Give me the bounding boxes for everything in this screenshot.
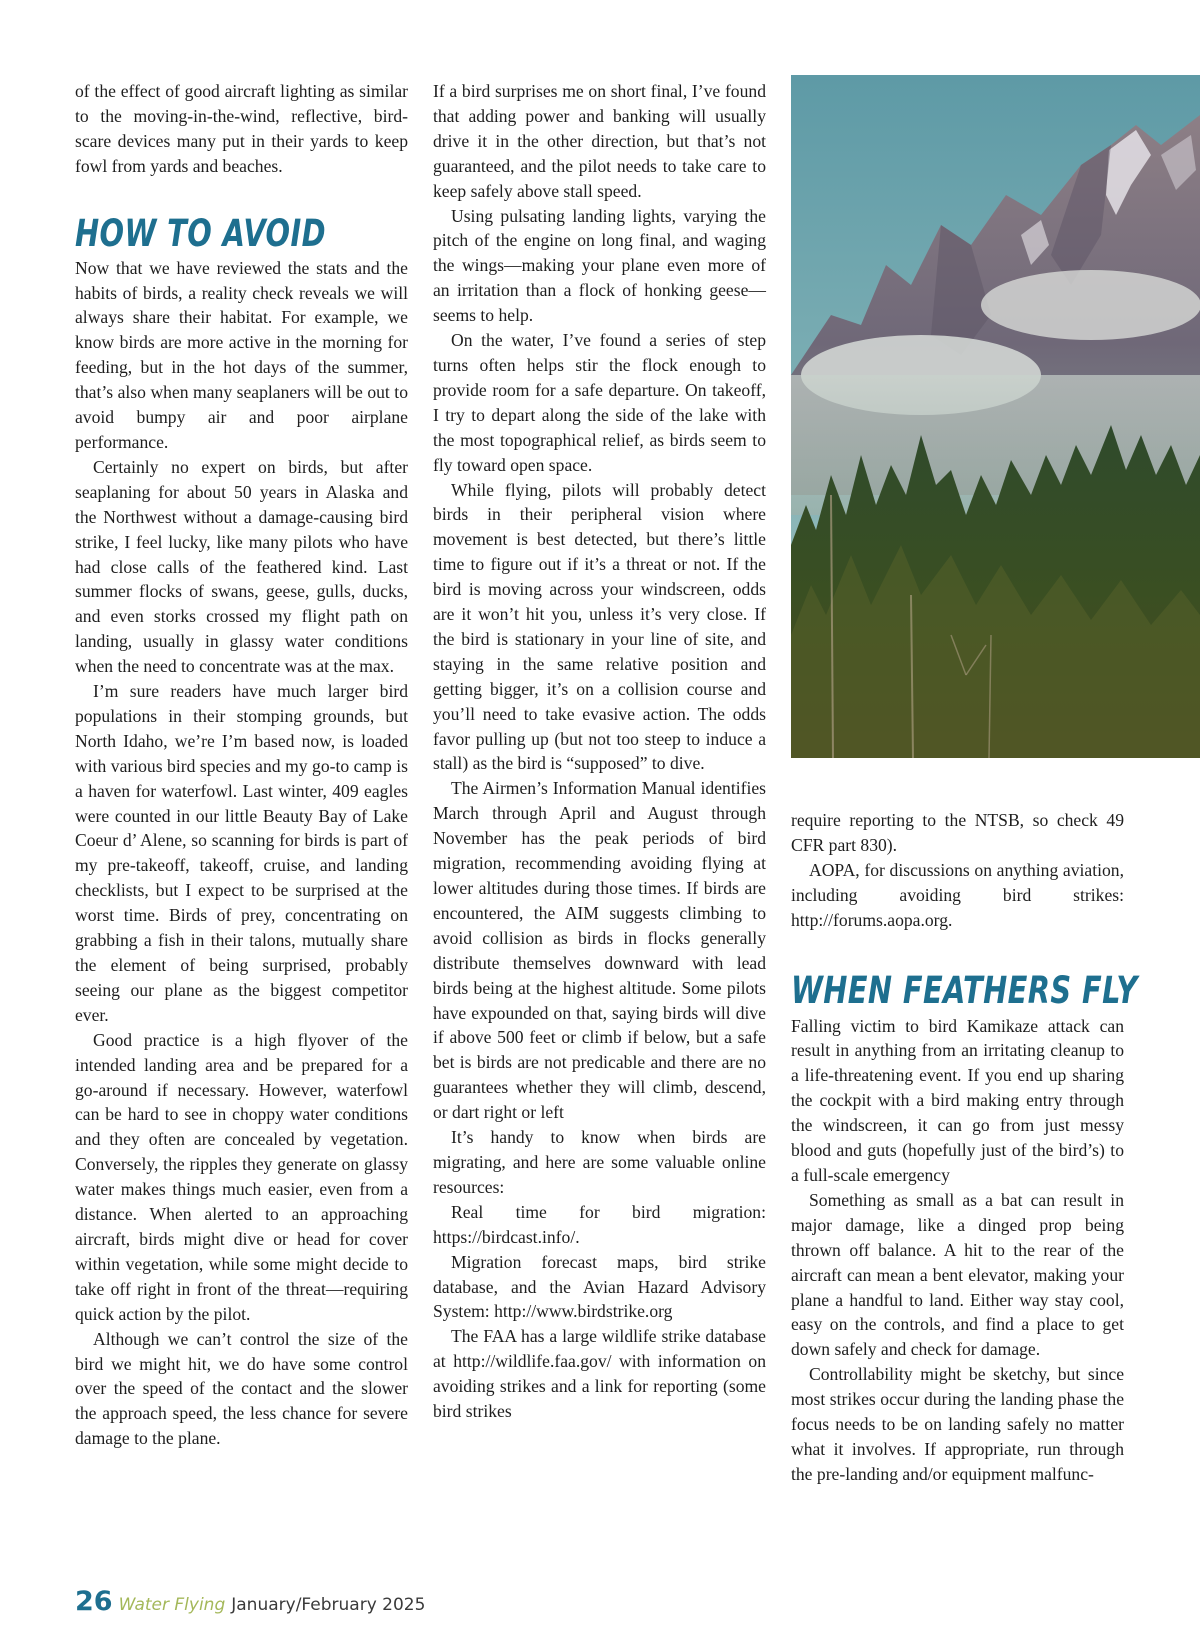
issue-date: January/February 2025 xyxy=(231,1595,426,1615)
paragraph: Using pulsating landing lights, varying the pitch of the engine on long final, and waging the wings—making your plane even more of an irritation than a flock of honking geese—seems to help. xyxy=(433,205,766,326)
page-number: 26 xyxy=(75,1586,113,1617)
paragraph: If a bird surprises me on short final, I’ve found that adding power and banking will usually drive it in the other direction, but that’s not guaranteed, and the pilot needs to take care to keep safely above stall speed. xyxy=(433,81,766,201)
paragraph: Real time for bird migration: https://birdcast.info/. xyxy=(433,1201,766,1247)
paragraph: require reporting to the NTSB, so check 49 CFR part 830). xyxy=(791,810,1124,855)
paragraph: Although we can’t control the size of the bird we might hit, we do have some control over the speed of the contact and the slower the approach speed, the less chance for severe damage to the plane. xyxy=(75,1328,408,1449)
mountain-forest-illustration xyxy=(791,75,1200,758)
mountain-forest-photo xyxy=(791,75,1200,758)
page-footer xyxy=(75,1586,425,1622)
paragraph: While flying, pilots will probably detect birds in their peripheral vision where movement is best detected, but there’s little time to figure out if it’s a threat or not. If the bird is moving across your windscreen, odds are it won’t hit you, unless it’s very close. If the bird is stationary in your line of site, and staying in the same relative position and getting bigger, it’s on a collision course and you’ll need to take evasive action. The odds favor pulling up (but not too steep to induce a stall) as the bird is “supposed” to dive. xyxy=(433,479,766,774)
paragraph: AOPA, for discussions on anything aviation, including avoiding bird strikes: http://forums.aopa.org. xyxy=(791,859,1124,930)
paragraph: The FAA has a large wildlife strike database at http://wildlife.faa.gov/ with information on avoiding strikes and a link for reporting (some bird strikes xyxy=(433,1326,766,1422)
paragraph: It’s handy to know when birds are migrating, and here are some valuable online resources: xyxy=(433,1127,766,1197)
paragraph: I’m sure readers have much larger bird populations in their stomping grounds, but North Idaho, we’re I’m based now, is loaded with various bird species and my go-to camp is a haven for waterfowl. Last winter, 409 eagles were counted in our little Beauty Bay of Lake Coeur d’ Alene, so scanning for birds is part of my pre-takeoff, takeoff, cruise, and landing checklists, but I expect to be surprised at the worst time. Birds of prey, concentrating on grabbing a fish in their talons, mutually share the element of being surprised, probably seeing our plane as the biggest competitor ever. xyxy=(75,681,408,1025)
article-column-2 xyxy=(433,79,766,1424)
article-column-1 xyxy=(75,79,408,1451)
paragraph: The Airmen’s Information Manual identifies March through April and August through November has the peak periods of bird migration, recommending avoiding flying at lower altitudes during those times. If birds are encountered, the AIM suggests climbing to avoid collision as birds in flocks generally distribute themselves downward with lead birds being at the highest altitude. Some pilots have expounded on that, saying birds will dive if above 500 feet or climb if below, but a safe bet is birds are not predicable and there are no guarantees whether they will climb, descend, or dart right or left xyxy=(433,778,766,1123)
paragraph: On the water, I’ve found a series of step turns often helps stir the flock enough to provide room for a safe departure. On takeoff, I try to depart along the side of the lake with the most topographical relief, as birds seem to fly toward open space. xyxy=(433,330,766,475)
paragraph: Migration forecast maps, bird strike database, and the Avian Hazard Advisory System: http://www.birdstrike.org xyxy=(433,1251,766,1322)
paragraph: Good practice is a high flyover of the intended landing area and be prepared for a go-around if necessary. However, waterfowl can be hard to see in choppy water conditions and they often are concealed by vegetation. Conversely, the ripples they generate on glassy water makes things much easier, even from a distance. When alerted to an approaching aircraft, birds might dive or head for cover within vegetation, while some might decide to take off right in front of the threat—requiring quick action by the pilot. xyxy=(75,1029,408,1324)
section-heading-when-feathers-fly: WHEN FEATHERS FLY xyxy=(791,968,1138,1012)
paragraph: Controllability might be sketchy, but since most strikes occur during the landing phase the focus needs to be on landing safely no matter what it involves. If appropriate, run through the pre-landing and/or equipment malfunc- xyxy=(791,1364,1124,1484)
section-heading-how-to-avoid: HOW TO AVOID xyxy=(75,211,326,255)
paragraph: Falling victim to bird Kamikaze attack can result in anything from an irritating cleanup to a life-threatening event. If you end up sharing the cockpit with a bird making entry through the windscreen, it can go from just messy blood and guts (hopefully just of the bird’s) to a full-scale emergency xyxy=(791,1015,1124,1185)
paragraph: of the effect of good aircraft lighting as similar to the moving-in-the-wind, reflective, bird-scare devices many put in their yards to keep fowl from yards and beaches. xyxy=(75,81,408,176)
paragraph: Now that we have reviewed the stats and the habits of birds, a reality check reveals we will always share their habitat. For example, we know birds are more active in the morning for feeding, but in the hot days of the summer, that’s also when many seaplaners will be out to avoid bumpy air and poor airplane performance. xyxy=(75,257,408,452)
magazine-name: Water Flying xyxy=(118,1595,226,1615)
article-column-3 xyxy=(791,808,1138,1487)
paragraph: Something as small as a bat can result in major damage, like a dinged prop being thrown off balance. A hit to the rear of the aircraft can mean a bent elevator, making your plane a handful to land. Either way stay cool, easy on the controls, and find a place to get down safely and check for damage. xyxy=(791,1189,1124,1360)
paragraph: Certainly no expert on birds, but after seaplaning for about 50 years in Alaska and the Northwest without a damage-causing bird strike, I feel lucky, like many pilots who have had close calls of the feathered kind. Last summer flocks of swans, geese, gulls, ducks, and even storks crossed my flight path on landing, usually in glassy water conditions when the need to concentrate was at the max. xyxy=(75,456,408,677)
